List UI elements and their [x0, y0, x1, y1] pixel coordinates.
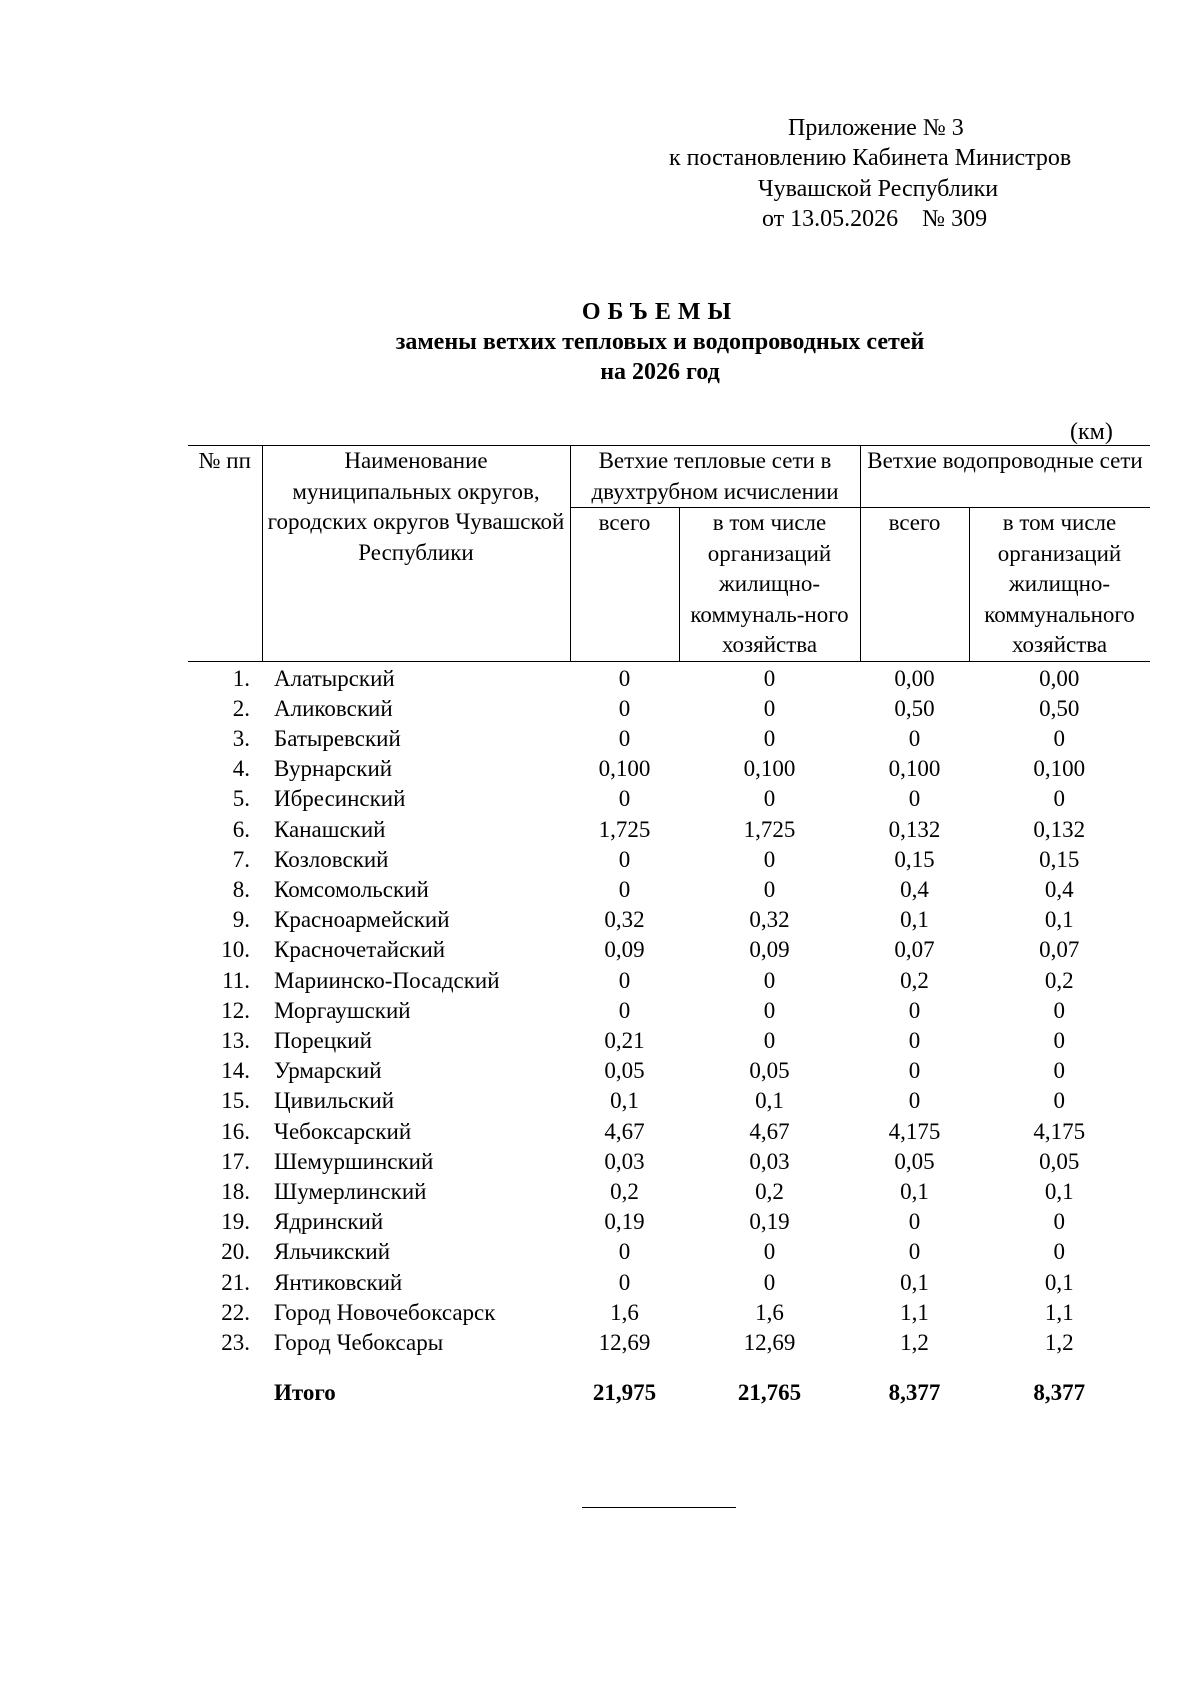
header-water-housing: в том числе организаций жилищно-коммунального хозяйства [969, 508, 1150, 662]
row-name: Моргаушский [274, 997, 411, 1023]
table-row [188, 1177, 1150, 1207]
row-water-housing: 0 [1053, 725, 1065, 751]
row-water-housing: 0,1 [1044, 907, 1074, 933]
row-water-housing: 1,2 [1044, 1329, 1074, 1355]
header-water-group: Ветхие водопроводные сети [860, 446, 1150, 508]
row-heat-total: 0,19 [604, 1209, 645, 1235]
row-number: 15. [221, 1088, 250, 1114]
total-heat-total: 21,975 [592, 1380, 657, 1406]
appendix-date-number: от 13.05.2026 № 309 [762, 206, 988, 232]
row-name: Канашский [274, 816, 386, 842]
row-heat-total: 0 [618, 665, 631, 691]
row-heat-total: 0 [618, 1239, 631, 1265]
appendix-reference: к постановлению Кабинета Министров [669, 145, 1072, 171]
row-heat-housing: 12,69 [743, 1329, 796, 1355]
row-water-total: 0 [908, 1058, 921, 1084]
table-row [188, 754, 1150, 784]
row-heat-total: 0,1 [610, 1088, 639, 1114]
row-name: Комсомольский [274, 876, 429, 902]
row-number: 18. [221, 1178, 250, 1204]
row-number: 13. [221, 1027, 250, 1053]
row-heat-housing: 0,1 [755, 1088, 784, 1114]
row-water-total: 0,4 [900, 876, 929, 902]
table-row [188, 661, 1150, 694]
row-heat-housing: 4,67 [749, 1118, 790, 1144]
row-heat-total: 0 [618, 967, 631, 993]
row-name: Яльчикский [274, 1239, 391, 1265]
row-number: 11. [222, 967, 250, 993]
row-water-housing: 0 [1053, 1239, 1065, 1265]
row-name: Чебоксарский [274, 1118, 412, 1144]
row-water-housing: 0,50 [1039, 695, 1080, 721]
total-water-total: 8,377 [888, 1380, 941, 1406]
row-water-total: 0,100 [888, 756, 941, 782]
row-water-total: 0,1 [900, 1269, 929, 1295]
row-water-total: 0 [908, 786, 921, 812]
row-water-housing: 0,00 [1039, 665, 1080, 691]
row-heat-total: 0 [618, 1269, 631, 1295]
row-water-total: 0,132 [888, 816, 941, 842]
row-heat-total: 0,05 [604, 1058, 645, 1084]
row-heat-total: 1,6 [610, 1299, 639, 1325]
total-row [188, 1358, 1150, 1408]
row-heat-housing: 0 [763, 665, 776, 691]
row-water-housing: 0 [1053, 997, 1065, 1023]
table-row [188, 966, 1150, 996]
row-heat-housing: 0 [763, 997, 776, 1023]
row-heat-housing: 0,2 [755, 1178, 784, 1204]
row-heat-total: 4,67 [604, 1118, 645, 1144]
row-name: Батыревский [274, 725, 401, 751]
row-heat-housing: 0 [763, 786, 776, 812]
row-heat-housing: 0 [763, 725, 776, 751]
row-water-housing: 4,175 [1033, 1118, 1086, 1144]
row-water-total: 0 [908, 997, 921, 1023]
row-number: 23. [221, 1329, 250, 1355]
row-number: 20. [221, 1239, 250, 1265]
row-name: Аликовский [274, 695, 393, 721]
table-row [188, 1086, 1150, 1116]
row-heat-housing: 0,03 [749, 1148, 790, 1174]
row-water-housing: 0 [1053, 1209, 1065, 1235]
table-row [188, 1237, 1150, 1267]
row-name: Шемуршинский [274, 1148, 434, 1174]
closing-rule [582, 1507, 736, 1508]
row-heat-housing: 0 [763, 1239, 776, 1265]
row-water-total: 1,1 [900, 1299, 929, 1325]
table-row [188, 905, 1150, 935]
table-row [188, 784, 1150, 814]
title-main: ОБЪЕМЫ [581, 299, 739, 325]
row-heat-housing: 0,09 [749, 937, 790, 963]
header-heat-total: всего [570, 508, 679, 662]
row-number: 3. [232, 725, 250, 751]
row-water-total: 0,07 [894, 937, 935, 963]
row-heat-total: 1,725 [598, 816, 651, 842]
appendix-republic: Чувашской Республики [758, 176, 999, 202]
row-water-total: 0,50 [894, 695, 935, 721]
row-water-total: 0,00 [894, 665, 935, 691]
title-subtitle: замены ветхих тепловых и водопроводных сетей [395, 329, 925, 355]
row-water-total: 0 [908, 1027, 921, 1053]
row-number: 19. [221, 1209, 250, 1235]
row-heat-total: 0 [618, 695, 631, 721]
row-water-housing: 0 [1053, 1027, 1065, 1053]
total-heat-housing: 21,765 [737, 1380, 802, 1406]
row-heat-housing: 0 [763, 967, 776, 993]
appendix-number: Приложение № 3 [788, 115, 964, 141]
row-number: 22. [221, 1299, 250, 1325]
table-body [188, 661, 1150, 1408]
row-number: 5. [232, 786, 250, 812]
table-row [188, 1328, 1150, 1358]
row-water-housing: 0,07 [1039, 937, 1080, 963]
title-year: на 2026 год [600, 359, 720, 385]
table-row [188, 1298, 1150, 1328]
row-water-total: 0 [908, 1209, 921, 1235]
row-heat-housing: 1,725 [743, 816, 796, 842]
row-heat-housing: 0 [763, 876, 776, 902]
row-heat-total: 0 [618, 725, 631, 751]
row-heat-housing: 0,100 [743, 756, 796, 782]
header-name: Наименование муниципальных округов, городских округов Чувашской Республики [262, 446, 570, 662]
row-water-total: 0 [908, 1239, 921, 1265]
table-row [188, 875, 1150, 905]
unit-label: (км) [1070, 419, 1113, 445]
row-heat-housing: 0 [763, 846, 776, 872]
row-heat-housing: 0 [763, 1269, 776, 1295]
row-water-housing: 0,1 [1044, 1269, 1074, 1295]
table-row [188, 724, 1150, 754]
row-number: 16. [221, 1118, 250, 1144]
row-number: 1. [232, 665, 250, 691]
row-name: Козловский [274, 846, 389, 872]
row-number: 7. [232, 846, 250, 872]
row-name: Цивильский [274, 1088, 395, 1114]
row-heat-total: 0 [618, 846, 631, 872]
row-number: 10. [221, 937, 250, 963]
row-number: 8. [232, 876, 250, 902]
row-name: Янтиковский [274, 1269, 403, 1295]
row-number: 17. [221, 1148, 250, 1174]
row-name: Красноармейский [274, 907, 450, 933]
row-heat-total: 0 [618, 786, 631, 812]
row-heat-housing: 1,6 [755, 1299, 784, 1325]
row-heat-total: 0,09 [604, 937, 645, 963]
document-title [0, 297, 1200, 387]
row-number: 14. [221, 1058, 250, 1084]
row-name: Шумерлинский [274, 1178, 427, 1204]
table-row [188, 1268, 1150, 1298]
total-empty [188, 1358, 262, 1408]
table-row [188, 1207, 1150, 1237]
row-name: Вурнарский [274, 756, 393, 782]
row-water-total: 0,1 [900, 907, 929, 933]
row-number: 4. [232, 756, 250, 782]
row-heat-total: 12,69 [598, 1329, 651, 1355]
row-heat-total: 0 [618, 997, 631, 1023]
row-water-housing: 0,100 [1033, 756, 1086, 782]
row-water-total: 0,15 [894, 846, 935, 872]
row-heat-housing: 0,32 [749, 907, 790, 933]
row-number: 21. [221, 1269, 250, 1295]
row-heat-housing: 0,05 [749, 1058, 790, 1084]
row-water-total: 4,175 [888, 1118, 941, 1144]
row-water-housing: 0 [1053, 1058, 1065, 1084]
row-number: 9. [232, 907, 250, 933]
row-heat-housing: 0 [763, 695, 776, 721]
row-name: Ибресинский [274, 786, 406, 812]
row-water-total: 0,1 [900, 1178, 929, 1204]
table-row [188, 694, 1150, 724]
row-water-total: 0 [908, 1088, 921, 1114]
table-row [188, 996, 1150, 1026]
row-water-housing: 0,05 [1039, 1148, 1080, 1174]
header-num: № пп [188, 446, 262, 662]
row-name: Город Чебоксары [274, 1329, 444, 1355]
row-water-housing: 0 [1053, 1088, 1065, 1114]
table-row [188, 1026, 1150, 1056]
row-water-housing: 0,1 [1044, 1178, 1074, 1204]
row-heat-total: 0,100 [598, 756, 651, 782]
row-water-total: 0,2 [900, 967, 929, 993]
total-label: Итого [274, 1380, 336, 1406]
volumes-table [188, 445, 1150, 1408]
header-heat-group: Ветхие тепловые сети в двухтрубном исчислении [570, 446, 860, 508]
row-water-housing: 0,15 [1039, 846, 1080, 872]
row-heat-total: 0 [618, 876, 631, 902]
table-row [188, 1056, 1150, 1086]
row-name: Красночетайский [274, 937, 446, 963]
total-water-housing: 8,377 [1033, 1380, 1086, 1406]
row-water-total: 0,05 [894, 1148, 935, 1174]
table-row [188, 1117, 1150, 1147]
row-water-housing: 0,132 [1033, 816, 1086, 842]
row-name: Город Новочебоксарск [274, 1299, 496, 1325]
row-number: 12. [221, 997, 250, 1023]
row-water-housing: 1,1 [1044, 1299, 1074, 1325]
row-heat-housing: 0 [763, 1027, 776, 1053]
row-heat-total: 0,2 [610, 1178, 639, 1204]
row-water-housing: 0 [1053, 786, 1065, 812]
header-heat-housing: в том числе организаций жилищно-коммуналь-ного хозяйства [679, 508, 860, 662]
row-number: 6. [232, 816, 250, 842]
row-name: Мариинско-Посадский [274, 967, 500, 993]
row-heat-total: 0,21 [604, 1027, 645, 1053]
row-name: Алатырский [274, 665, 395, 691]
row-number: 2. [232, 695, 250, 721]
table-row [188, 845, 1150, 875]
row-heat-housing: 0,19 [749, 1209, 790, 1235]
row-water-housing: 0,2 [1044, 967, 1074, 993]
row-name: Урмарский [274, 1058, 382, 1084]
row-water-total: 1,2 [900, 1329, 929, 1355]
header-water-total: всего [860, 508, 969, 662]
row-water-housing: 0,4 [1044, 876, 1074, 902]
row-name: Порецкий [274, 1027, 372, 1053]
row-heat-total: 0,32 [604, 907, 645, 933]
row-heat-total: 0,03 [604, 1148, 645, 1174]
row-name: Ядринский [274, 1209, 384, 1235]
table-row [188, 815, 1150, 845]
table-row [188, 1147, 1150, 1177]
row-water-total: 0 [908, 725, 921, 751]
table-row [188, 935, 1150, 965]
